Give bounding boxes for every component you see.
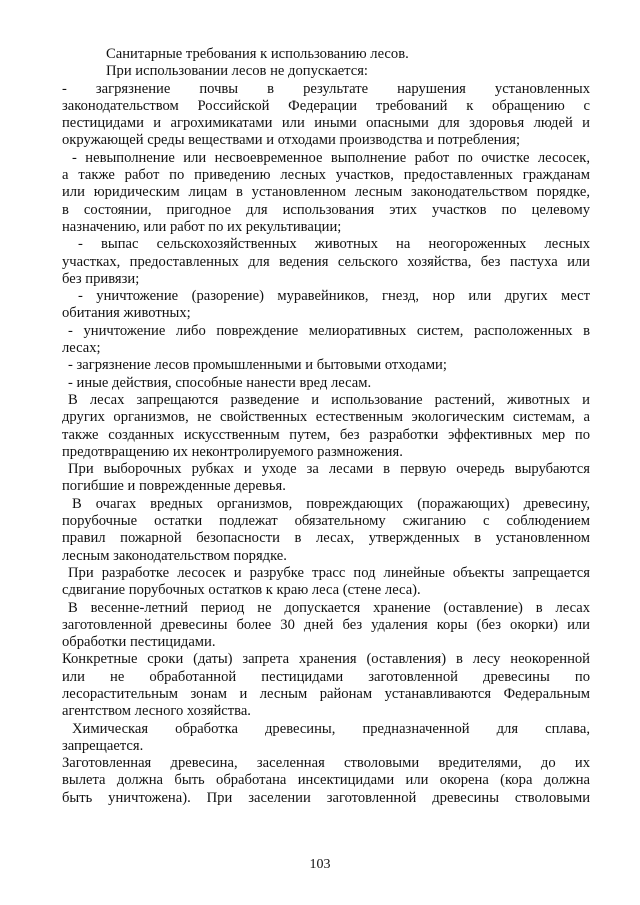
text-line: правил пожарной безопасности в лесах, утвержденных в установленном bbox=[62, 530, 590, 547]
page-number: 103 bbox=[309, 857, 331, 872]
text-line: - уничтожение либо повреждение мелиоративных систем, расположенных в bbox=[68, 322, 590, 339]
text-line: без привязи; bbox=[62, 270, 140, 287]
text-line: а также работ по приведению лесных участков, предоставленных гражданам bbox=[62, 167, 590, 184]
document-title: Санитарные требования к использованию лесов. bbox=[106, 46, 409, 62]
text-line: погибшие и поврежденные деревья. bbox=[62, 478, 286, 495]
text-line: Заготовленная древесина, заселенная стволовыми вредителями, до их bbox=[62, 755, 590, 772]
text-line: Химическая обработка древесины, предназначенной для сплава, bbox=[72, 720, 590, 737]
text-line: или юридическим лицам в установленном лесным законодательством порядке, bbox=[62, 184, 590, 201]
text-line: законодательством Российской Федерации требований к обращению с bbox=[62, 97, 590, 114]
text-line: в состоянии, пригодное для использования этих участков по целевому bbox=[62, 201, 590, 218]
text-line: лесорастительным зонам и лесным районам устанавливаются Федеральным bbox=[62, 685, 590, 702]
text-line: сдвигание порубочных остатков к краю леса (стене леса). bbox=[62, 582, 421, 599]
text-line: или не обработанной пестицидами заготовленной древесины по bbox=[62, 668, 590, 685]
text-line: заготовленной древесины более 30 дней без удаления коры (без окорки) или bbox=[62, 616, 590, 633]
text-line: окружающей среды веществами и отходами производства и потребления; bbox=[62, 132, 521, 149]
text-line: - невыполнение или несвоевременное выполнение работ по очистке лесосек, bbox=[72, 149, 590, 166]
text-line: других организмов, не свойственных естественным экологическим системам, а bbox=[62, 409, 590, 426]
text-line: В очагах вредных организмов, повреждающих (поражающих) древесину, bbox=[72, 495, 590, 512]
text-line: - иные действия, способные нанести вред лесам. bbox=[68, 374, 372, 391]
text-line: - выпас сельскохозяйственных животных на неогороженных лесных bbox=[78, 236, 590, 253]
text-line: обитания животных; bbox=[62, 305, 191, 322]
text-line: агентством лесного хозяйства. bbox=[62, 703, 251, 720]
text-line: запрещается. bbox=[62, 737, 144, 754]
text-line: лесным законодательством порядке. bbox=[62, 547, 287, 564]
intro-text: При использовании лесов не допускается: bbox=[106, 63, 368, 80]
text-line: быть уничтожена). При заселении заготовленной древесины стволовыми bbox=[62, 789, 590, 806]
text-line: порубочные остатки подлежат обязательному сжиганию с соблюдением bbox=[62, 513, 590, 530]
text-line: вылета должна быть обработана инсектицидами или окорена (кора должна bbox=[62, 772, 590, 789]
text-line: Конкретные сроки (даты) запрета хранения (оставления) в лесу неокоренной bbox=[62, 651, 590, 668]
text-line: пестицидами и агрохимикатами или иными опасными для здоровья людей и bbox=[62, 115, 590, 132]
text-line: - загрязнение почвы в результате нарушения установленных bbox=[62, 80, 590, 97]
text-line: обработки пестицидами. bbox=[62, 634, 216, 651]
text-line: лесах; bbox=[62, 340, 101, 357]
text-line: - уничтожение (разорение) муравейников, гнезд, нор или других мест bbox=[78, 288, 590, 305]
text-line: назначению, или работ по их рекультивации; bbox=[62, 218, 342, 235]
text-line: В весенне-летний период не допускается хранение (оставление) в лесах bbox=[68, 599, 590, 616]
text-line: При выборочных рубках и уходе за лесами в первую очередь вырубаются bbox=[68, 461, 590, 478]
text-line: - загрязнение лесов промышленными и бытовыми отходами; bbox=[68, 357, 447, 374]
text-line: участках, предоставленных для ведения сельского хозяйства, без пастуха или bbox=[62, 253, 590, 270]
text-line: При разработке лесосек и разрубке трасс под линейные объекты запрещается bbox=[68, 564, 590, 581]
text-line: также созданных искусственным путем, без разработки эффективных мер по bbox=[62, 426, 590, 443]
text-line: предотвращению их неконтролируемого размножения. bbox=[62, 443, 403, 460]
text-line: В лесах запрещаются разведение и использование растений, животных и bbox=[68, 391, 590, 408]
